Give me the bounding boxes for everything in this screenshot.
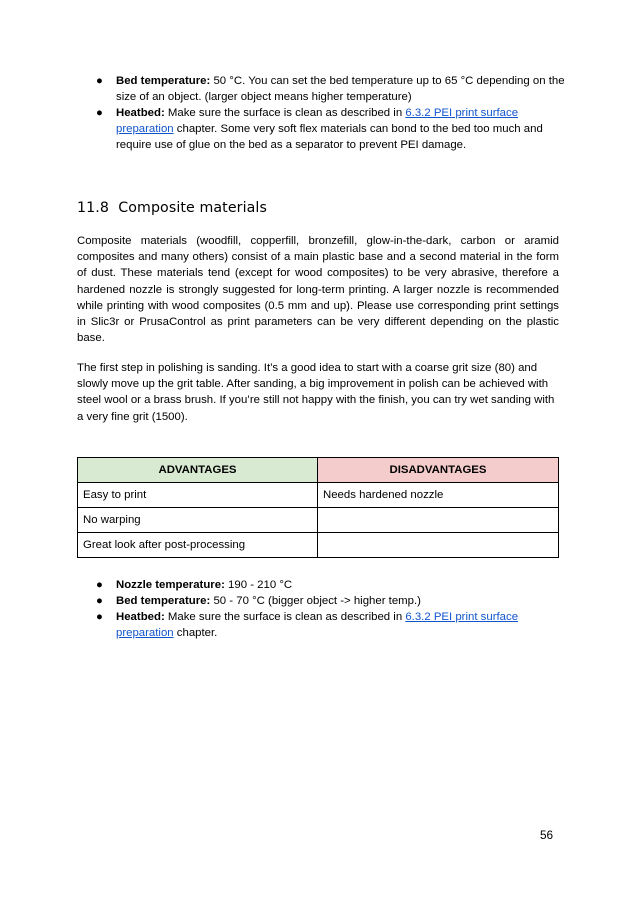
- bullet-list-top: [96, 73, 566, 153]
- list-item-text: chapter.: [173, 627, 218, 639]
- pros-cons-table: [77, 457, 559, 558]
- disadvantages-header: DISADVANTAGES: [318, 458, 559, 483]
- list-item-text: 50 - 70 °C (bigger object -> higher temp.): [210, 595, 421, 607]
- paragraph-composites: Composite materials (woodfill, copperfill, bronzefill, glow-in-the-dark, carbon or aramid composites and many others) consist of a main plastic base and a second material in the form of dust. These materials tend (except for wood composites) to be very abrasive, therefore a hardened nozzle is strongly suggested for long-term printing. A larger nozzle is recommended while printing with wood composites (0.5 mm and up). Please use corresponding print settings in Slic3r or PrusaControl as print parameters can be very different depending on the plastic base.: [77, 235, 559, 345]
- paragraph-polishing: The first step in polishing is sanding. It’s a good idea to start with a coarse grit size (80) and slowly move up the grit table. After sanding, a big improvement in polish can be achieved with steel wool or a brass brush. If you’re still not happy with the finish, you can try wet sanding with a very fine grit (1500).: [77, 362, 555, 423]
- list-item-label: Bed temperature:: [116, 75, 211, 87]
- bullet-icon: ●: [96, 107, 103, 119]
- bullet-icon: ●: [96, 579, 103, 591]
- page-number: 56: [540, 828, 554, 842]
- list-item: [96, 609, 566, 641]
- list-item-text: Make sure the surface is clean as described in: [164, 107, 406, 119]
- table-cell: Easy to print: [78, 483, 318, 508]
- bullet-icon: ●: [96, 611, 103, 623]
- list-item-text: Make sure the surface is clean as described in: [164, 611, 406, 623]
- list-item: [96, 577, 566, 593]
- table-row: [78, 483, 559, 508]
- section-number: 11.8: [77, 200, 109, 216]
- list-item: [96, 73, 566, 105]
- table-cell: Great look after post-processing: [78, 533, 318, 558]
- list-item-label: Heatbed:: [116, 611, 165, 623]
- list-item-text: 190 - 210 °C: [224, 579, 293, 591]
- table-row: [78, 533, 559, 558]
- list-item-label: Heatbed:: [116, 107, 165, 119]
- table-row: [78, 508, 559, 533]
- bullet-list-bottom: [96, 577, 566, 641]
- pei-surface-link[interactable]: 6.3.2 PEI print surface preparation: [116, 611, 519, 639]
- section-title: Composite materials: [118, 200, 267, 216]
- table-cell: [318, 508, 559, 533]
- table-cell: No warping: [78, 508, 318, 533]
- list-item-text: chapter. Some very soft flex materials can bond to the bed too much and require use of glue on the bed as a separator to prevent PEI damage.: [116, 123, 543, 151]
- list-item-label: Nozzle temperature:: [116, 579, 225, 591]
- advantages-header: ADVANTAGES: [78, 458, 318, 483]
- list-item: [96, 593, 566, 609]
- section-heading: [77, 200, 267, 216]
- bullet-icon: ●: [96, 595, 103, 607]
- list-item: [96, 105, 566, 153]
- list-item-text: 50 °C. You can set the bed temperature up to 65 °C depending on the size of an object. (larger object means higher temperature): [116, 75, 565, 103]
- bullet-icon: ●: [96, 75, 103, 87]
- table-cell: [318, 533, 559, 558]
- table-header-row: [78, 458, 559, 483]
- pei-surface-link[interactable]: 6.3.2 PEI print surface preparation: [116, 107, 519, 135]
- list-item-label: Bed temperature:: [116, 595, 211, 607]
- table-cell: Needs hardened nozzle: [318, 483, 559, 508]
